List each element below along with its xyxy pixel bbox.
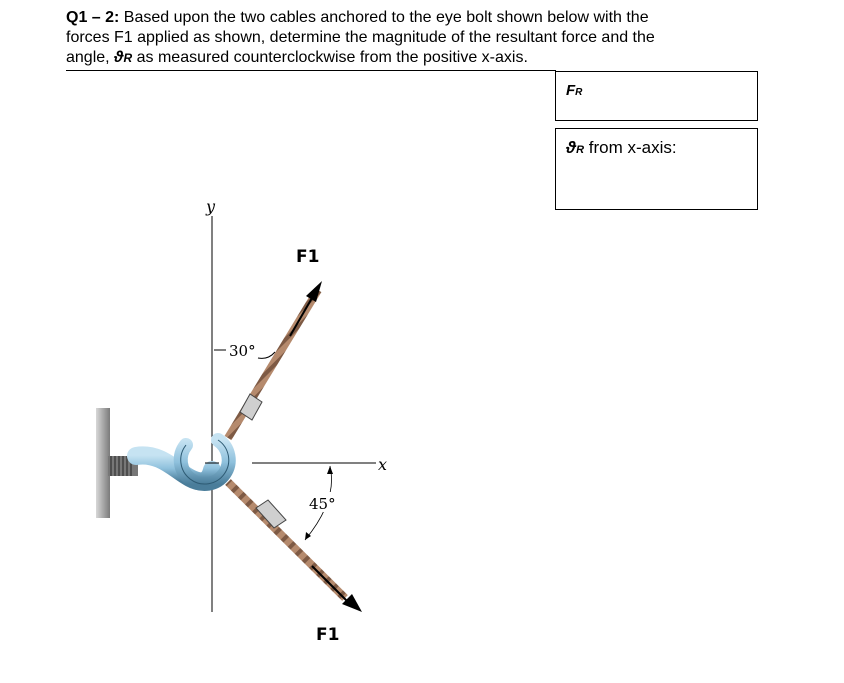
question-label: Q1 – 2: <box>66 9 120 26</box>
wall <box>96 408 110 518</box>
upper-force-arrow-shaft <box>290 298 312 336</box>
lower-force-label: F1 <box>316 625 340 645</box>
y-axis-label: y <box>206 197 216 216</box>
upper-force-label: F1 <box>296 247 320 267</box>
lower-force-arrow-shaft <box>312 566 348 602</box>
theta-symbol: ϑ <box>114 49 124 66</box>
fr-sub: R <box>575 87 583 98</box>
question-text-3a: angle, <box>66 49 115 66</box>
question-text-1: Based upon the two cables anchored to the eye bolt shown below with the <box>119 9 649 26</box>
theta-box-rest: from x-axis: <box>584 138 677 157</box>
upper-angle-label: 30° <box>229 342 256 360</box>
fr-main: F <box>566 82 576 99</box>
lower-angle-label: 45° <box>309 495 336 513</box>
question-line-2: forces F1 applied as shown, determine the magnitude of the resultant force and the <box>66 29 655 46</box>
x-axis-label: x <box>378 455 388 474</box>
theta-sub: R <box>123 51 133 65</box>
question-text-3b: as measured counterclockwise from the positive x-axis. <box>132 49 528 66</box>
theta-box-symbol: ϑ <box>566 138 577 157</box>
theta-box-sub: R <box>576 144 585 156</box>
